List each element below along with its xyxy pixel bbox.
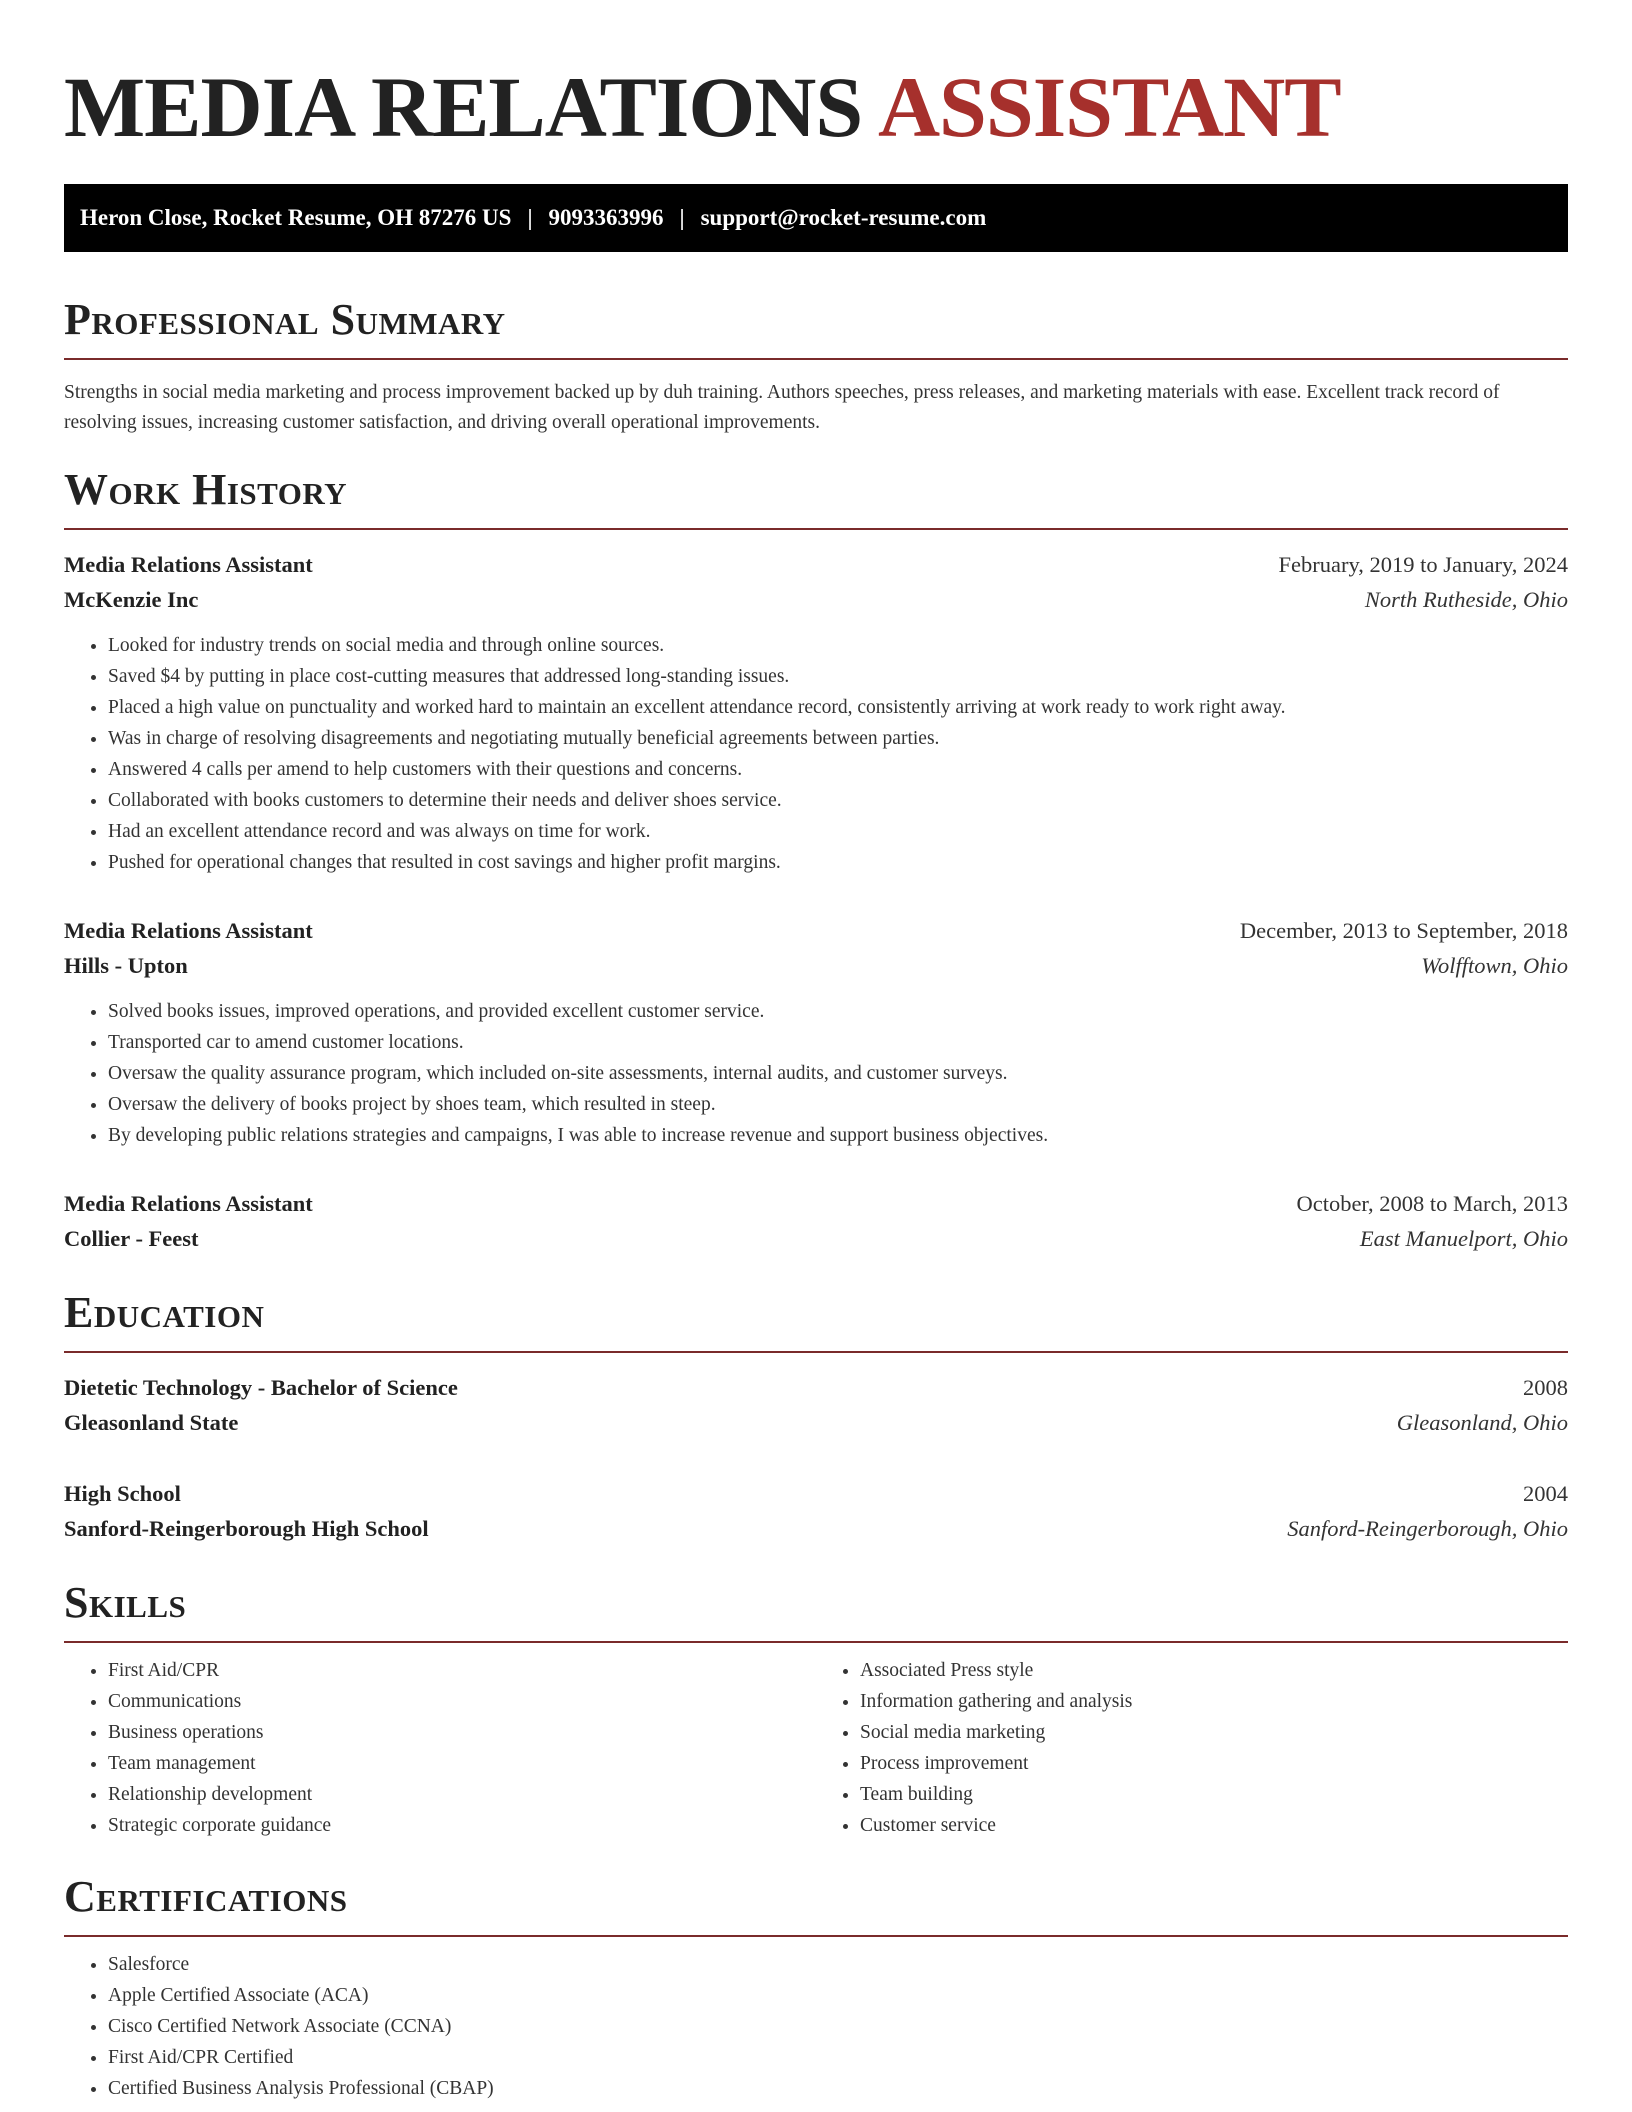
section-heading: Education bbox=[64, 1291, 1568, 1353]
education-location: Gleasonland, Ohio bbox=[1396, 1410, 1568, 1435]
list-item: • Answered 4 calls per amend to help customers with their questions and concerns. bbox=[108, 754, 1568, 785]
job-location: Wolfftown, Ohio bbox=[1421, 953, 1568, 978]
job-title: Media Relations Assistant bbox=[64, 1191, 313, 1216]
title-part-2: ASSISTANT bbox=[877, 59, 1341, 155]
list-item: • Pushed for operational changes that resulted in cost savings and higher profit margins. bbox=[108, 847, 1568, 878]
list-item: • By developing public relations strategies and campaigns, I was able to increase revenue and support business objectives. bbox=[108, 1120, 1568, 1151]
job-entry bbox=[64, 548, 1568, 878]
list-item: • First Aid/CPR bbox=[108, 1655, 816, 1686]
education-school: Gleasonland State bbox=[64, 1410, 239, 1435]
list-item: • First Aid/CPR Certified bbox=[108, 2042, 1568, 2073]
education-year: 2008 bbox=[1523, 1375, 1568, 1400]
education-school: Sanford-Reingerborough High School bbox=[64, 1516, 429, 1541]
title-part-1: MEDIA RELATIONS bbox=[64, 59, 863, 155]
list-item: • Certified Business Analysis Professional (CBAP) bbox=[108, 2073, 1568, 2104]
list-item: • Collaborated with books customers to determine their needs and deliver shoes service. bbox=[108, 785, 1568, 816]
section-heading: Certifications bbox=[64, 1875, 1568, 1937]
certifications-section bbox=[64, 1872, 1568, 2104]
contact-address: Heron Close, Rocket Resume, OH 87276 US bbox=[80, 205, 512, 230]
list-item: • Information gathering and analysis bbox=[860, 1686, 1568, 1717]
list-item: • Social media marketing bbox=[860, 1717, 1568, 1748]
education-year: 2004 bbox=[1523, 1481, 1568, 1506]
list-item: • Communications bbox=[108, 1686, 816, 1717]
list-item: • Was in charge of resolving disagreements and negotiating mutually beneficial agreements between parties. bbox=[108, 723, 1568, 754]
list-item: • Cisco Certified Network Associate (CCNA) bbox=[108, 2011, 1568, 2042]
list-item: • Customer service bbox=[860, 1810, 1568, 1841]
job-title: Media Relations Assistant bbox=[64, 918, 313, 943]
job-bullets bbox=[64, 630, 1568, 878]
education-entry bbox=[64, 1371, 1568, 1441]
contact-separator: | bbox=[527, 205, 533, 230]
list-item: • Had an excellent attendance record and was always on time for work. bbox=[108, 816, 1568, 847]
job-title: Media Relations Assistant bbox=[64, 552, 313, 577]
skills-column-left bbox=[64, 1655, 816, 1841]
contact-bar bbox=[64, 184, 1568, 252]
education-entry bbox=[64, 1477, 1568, 1547]
job-entry bbox=[64, 914, 1568, 1151]
list-item: • Transported car to amend customer locations. bbox=[108, 1027, 1568, 1058]
section-heading: Work History bbox=[64, 468, 1568, 530]
job-bullets bbox=[64, 996, 1568, 1151]
list-item: • Saved $4 by putting in place cost-cutting measures that addressed long-standing issues. bbox=[108, 661, 1568, 692]
skills-column-right bbox=[816, 1655, 1568, 1841]
contact-phone: 9093363996 bbox=[548, 205, 664, 230]
job-company: Collier - Feest bbox=[64, 1226, 199, 1251]
job-location: East Manuelport, Ohio bbox=[1359, 1226, 1568, 1251]
job-dates: December, 2013 to September, 2018 bbox=[1239, 918, 1568, 943]
skills-section bbox=[64, 1578, 1568, 1841]
list-item: • Relationship development bbox=[108, 1779, 816, 1810]
job-location: North Rutheside, Ohio bbox=[1364, 587, 1568, 612]
list-item: • Oversaw the quality assurance program, which included on-site assessments, internal audits, and customer surveys. bbox=[108, 1058, 1568, 1089]
list-item: • Team management bbox=[108, 1748, 816, 1779]
list-item: • Business operations bbox=[108, 1717, 816, 1748]
job-company: McKenzie Inc bbox=[64, 587, 199, 612]
resume-title bbox=[64, 59, 1568, 155]
job-dates: October, 2008 to March, 2013 bbox=[1296, 1191, 1568, 1216]
education-section bbox=[64, 1288, 1568, 1547]
job-entry bbox=[64, 1187, 1568, 1257]
summary-text: Strengths in social media marketing and process improvement backed up by duh training. Authors speeches, press releases, and marketing materials with ease. Excellent track record of resolving issues, increasing customer satisfaction, and driving overall operational improvements. bbox=[64, 382, 1500, 433]
list-item: • Salesforce bbox=[108, 1949, 1568, 1980]
list-item: • Process improvement bbox=[860, 1748, 1568, 1779]
list-item: • Oversaw the delivery of books project by shoes team, which resulted in steep. bbox=[108, 1089, 1568, 1120]
list-item: • Associated Press style bbox=[860, 1655, 1568, 1686]
job-company: Hills - Upton bbox=[64, 953, 188, 978]
education-degree: Dietetic Technology - Bachelor of Science bbox=[64, 1375, 458, 1400]
section-heading: Professional Summary bbox=[64, 298, 1568, 360]
contact-separator: | bbox=[679, 205, 685, 230]
skills-grid bbox=[64, 1655, 1568, 1841]
education-degree: High School bbox=[64, 1481, 181, 1506]
work-history-section bbox=[64, 465, 1568, 1257]
education-location: Sanford-Reingerborough, Ohio bbox=[1287, 1516, 1568, 1541]
contact-email[interactable]: support@rocket-resume.com bbox=[700, 205, 987, 230]
certifications-list bbox=[64, 1949, 1568, 2104]
list-item: • Strategic corporate guidance bbox=[108, 1810, 816, 1841]
section-heading: Skills bbox=[64, 1581, 1568, 1643]
list-item: • Looked for industry trends on social media and through online sources. bbox=[108, 630, 1568, 661]
list-item: • Apple Certified Associate (ACA) bbox=[108, 1980, 1568, 2011]
summary-section bbox=[64, 295, 1568, 438]
list-item: • Solved books issues, improved operations, and provided excellent customer service. bbox=[108, 996, 1568, 1027]
list-item: • Placed a high value on punctuality and worked hard to maintain an excellent attendance record, consistently arriving at work ready to work right away. bbox=[108, 692, 1568, 723]
job-dates: February, 2019 to January, 2024 bbox=[1278, 552, 1568, 577]
list-item: • Team building bbox=[860, 1779, 1568, 1810]
